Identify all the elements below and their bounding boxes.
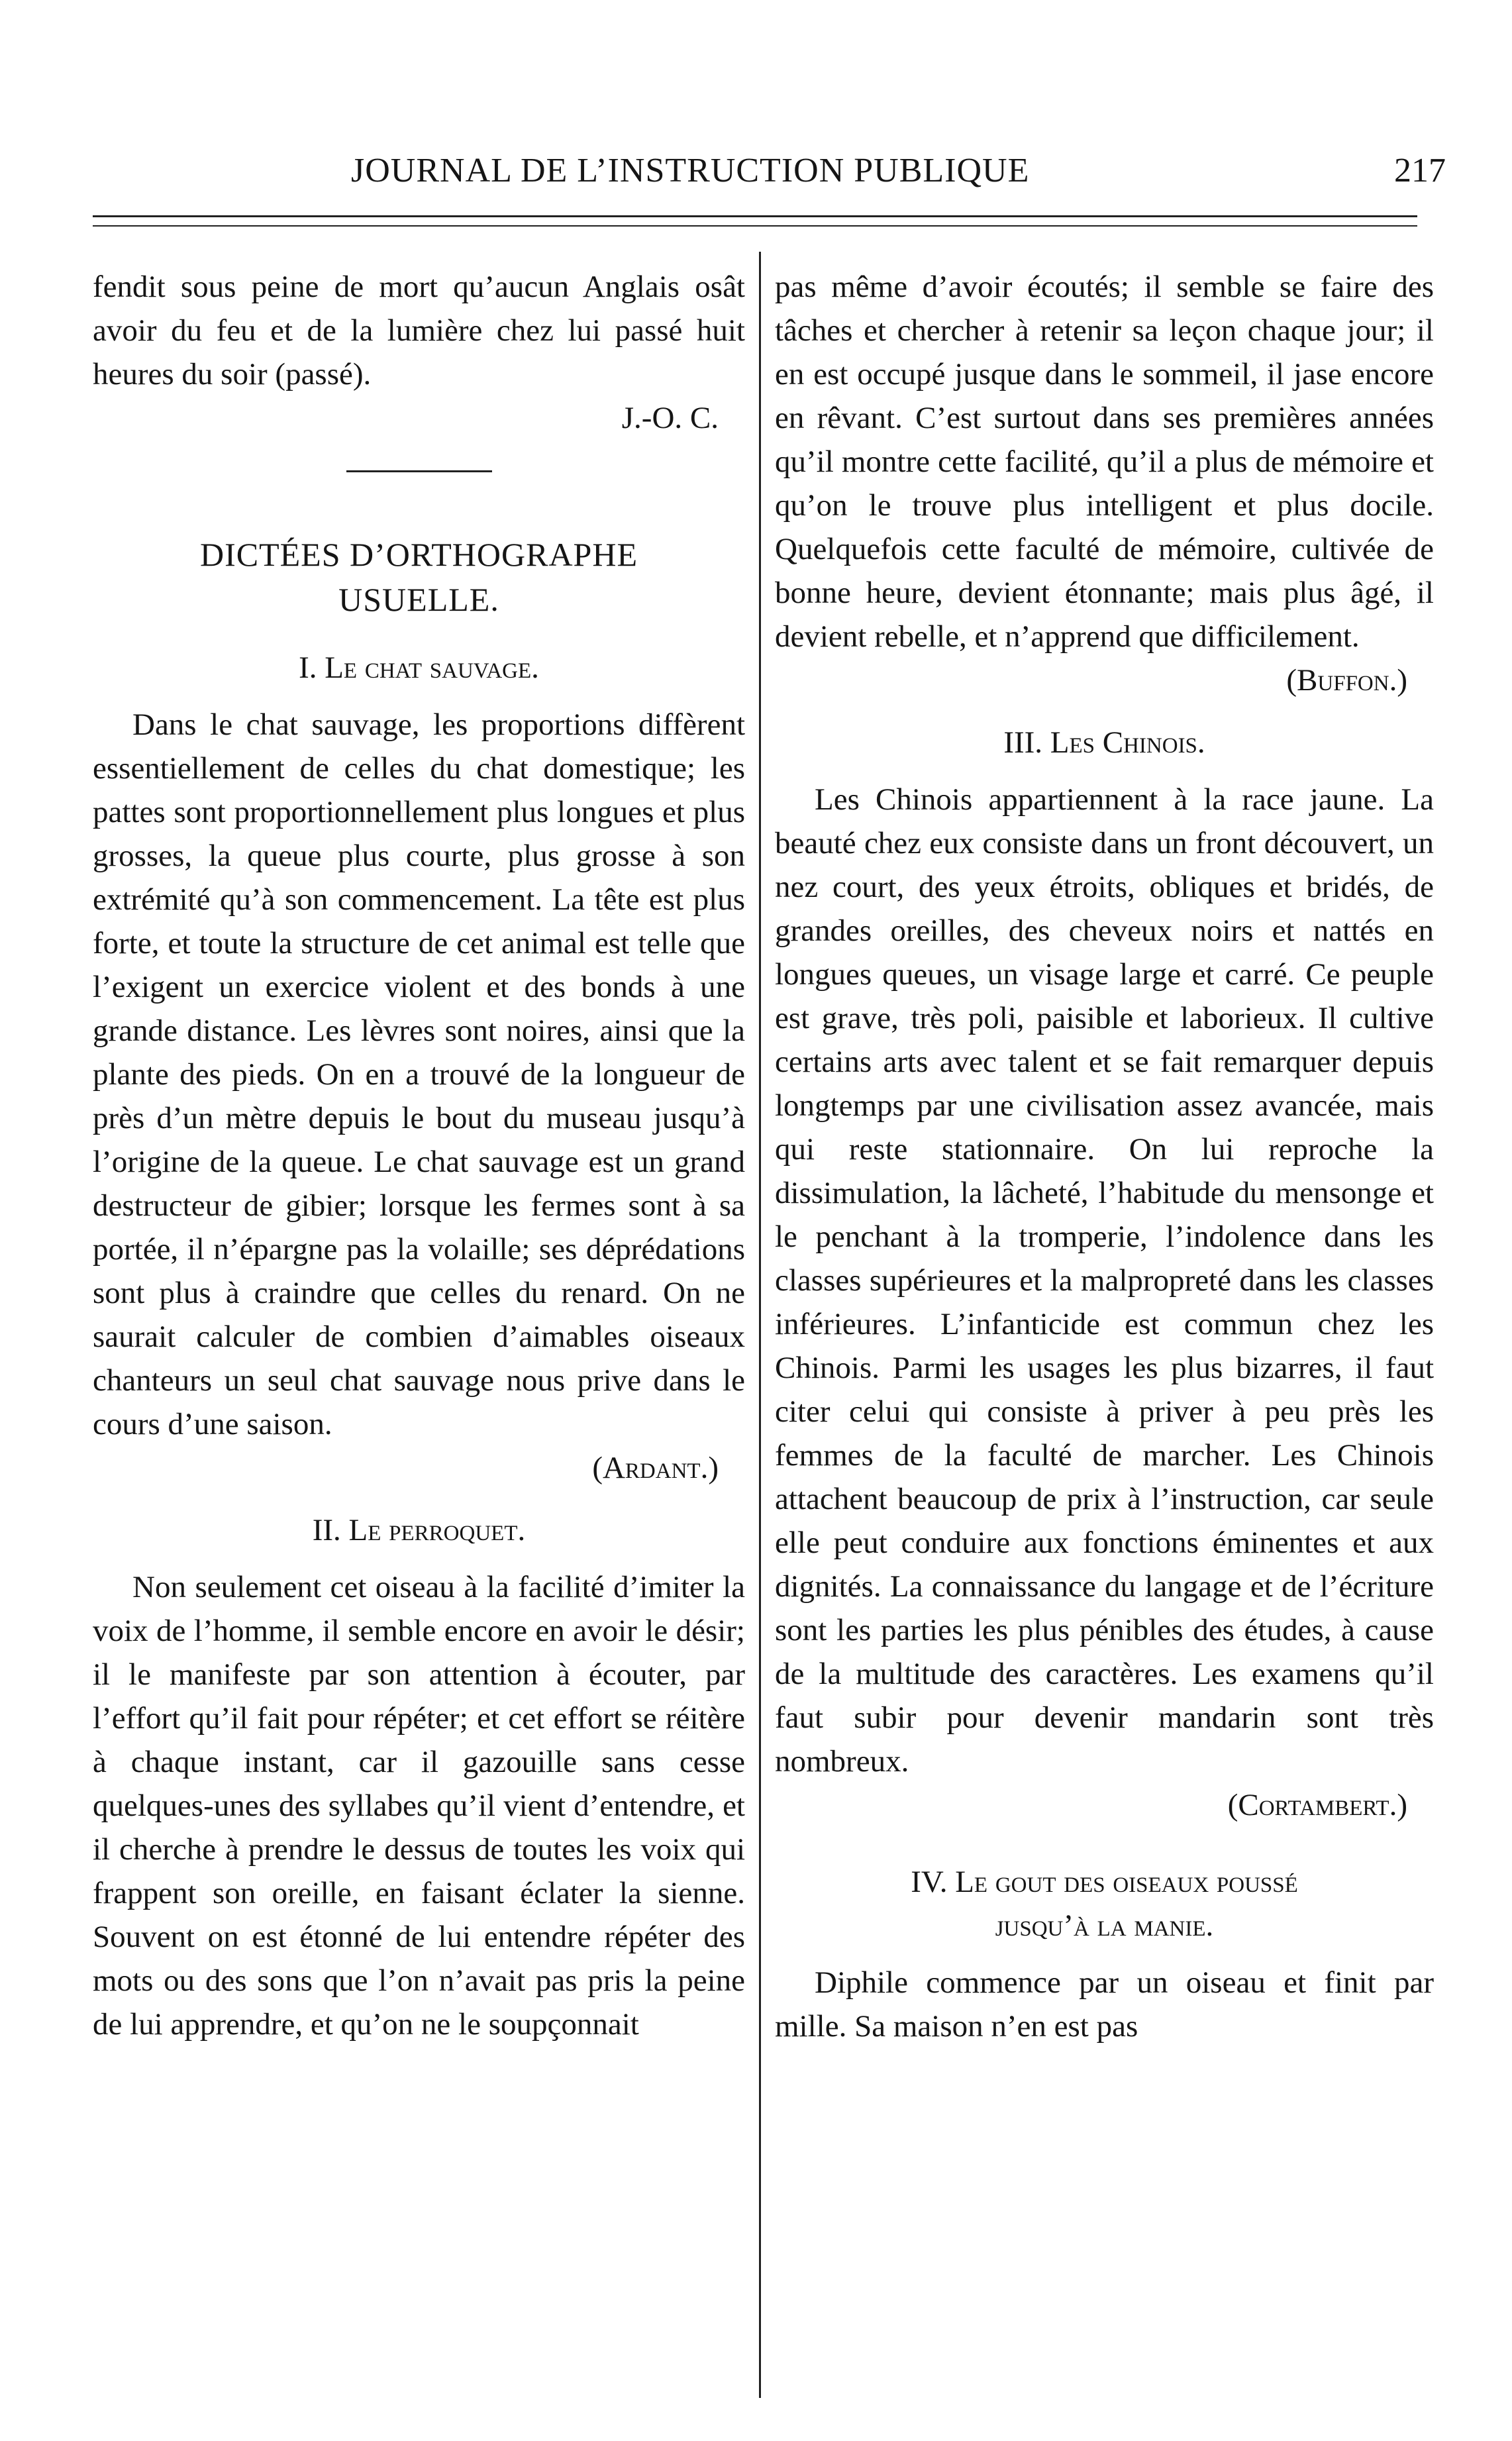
running-title: JOURNAL DE L’INSTRUCTION PUBLIQUE xyxy=(351,152,1030,189)
dictee3-text: Les Chinois appartiennent à la race jaune. La beauté chez eux consiste dans un front découvert, un nez court, des yeux étroits, obliques et bridés, de grandes oreilles, des cheveux noirs et nattés en longues queues, un visage large et carré. Ce peuple est grave, très poli, paisible et laborieux. Il cultive certains arts avec talent et se fait remarquer depuis longtemps par une civilisation assez avancée, mais qui reste stationnaire. On lui reproche la dissimulation, la lâcheté, l’habitude du mensonge et le penchant à la tromperie, l’indolence dans les classes supérieures et la malpropreté dans les classes inférieures. L’infanticide est commun chez les Chinois. Parmi les usages les plus bizarres, il faut citer celui qui consiste à priver à peu près les femmes de la faculté de marcher. Les Chinois attachent beaucoup de prix à l’instruction, car seule elle peut conduire aux fonctions éminentes et aux dignités. La connaissance du langage et de l’écriture sont les parties les plus pénibles des études, à cause de la multitude des caractères. Les examens qu’il faut subir pour devenir mandarin sont très nombreux. xyxy=(775,782,1434,1779)
dictee1-author: (Ardant.) xyxy=(592,1451,719,1485)
dictee4-title-line1: IV. Le gout des oiseaux poussé xyxy=(911,1865,1298,1899)
left-column xyxy=(93,265,745,2046)
right-column xyxy=(775,265,1434,2048)
page-number: 217 xyxy=(1394,152,1446,189)
dictee4-text: Diphile commence par un oiseau et finit par mille. Sa maison n’en est pas xyxy=(775,1965,1434,2044)
section-title xyxy=(93,532,745,622)
column-divider xyxy=(759,252,761,2398)
intro-signature: J.-O. C. xyxy=(621,401,719,435)
section-separator xyxy=(346,470,492,472)
dictee2-text: Non seulement cet oiseau à la facilité d’imiter la voix de l’homme, il semble encore en avoir le désir; il le manifeste par son attention à écouter, par l’effort qu’il fait pour répéter; et cet effort se réitère à chaque instant, car il gazouille sans cesse quelques-unes des syllabes qu’il vient d’entendre, et il cherche à prendre le dessus de toutes les voix qui frappent son oreille, en faisant éclater la sienne. Souvent on est étonné de lui entendre répéter des mots ou des sons que l’on n’avait pas pris la peine de lui apprendre, et qu’on ne le soupçonnait xyxy=(93,1570,745,2042)
dictee1-title: I. Le chat sauvage. xyxy=(299,650,539,685)
dictee4-title xyxy=(775,1860,1434,1948)
page-header xyxy=(0,151,1512,211)
dictee1-text: Dans le chat sauvage, les proportions diffèrent essentiellement de celles du chat domestique; les pattes sont proportionnellement plus longues et plus grosses, la queue plus courte, plus grosse à son extrémité qu’à son commencement. La tête est plus forte, et toute la structure de cet animal est telle que l’exigent un exercice violent et des bonds à une grande distance. Les lèvres sont noires, ainsi que la plante des pieds. On en a trouvé de la longueur de près d’un mètre depuis le bout du museau jusqu’à l’origine de la queue. Le chat sauvage est un grand destructeur de gibier; lorsque les fermes sont à sa portée, il n’épargne pas la volaille; ses déprédations sont plus à craindre que celles du renard. On ne saurait calculer de combien d’aimables oiseaux chanteurs un seul chat sauvage nous prive dans le cours d’une saison. xyxy=(93,707,745,1441)
dictee2-continued: pas même d’avoir écoutés; il semble se faire des tâches et chercher à retenir sa leçon chaque jour; il en est occupé jusque dans le sommeil, il jase encore en rêvant. C’est surtout dans ses premières années qu’il montre cette facilité, qu’il a plus de mémoire et qu’on le trouve plus intelligent et plus docile. Quelquefois cette faculté de mémoire, cultivée de bonne heure, devient étonnante; mais plus âgé, il devient rebelle, et n’apprend que difficilement. xyxy=(775,270,1434,654)
dictee3-author: (Cortambert.) xyxy=(1227,1788,1407,1822)
dictee2-title: II. Le perroquet. xyxy=(312,1513,526,1547)
header-rule xyxy=(93,215,1417,217)
dictee4-title-line2: jusqu’à la manie. xyxy=(995,1908,1214,1943)
intro-paragraph: fendit sous peine de mort qu’aucun Anglais osât avoir du feu et de la lumière chez lui passé huit heures du soir (passé). xyxy=(93,270,745,391)
dictee3-title: III. Les Chinois. xyxy=(1003,725,1205,760)
header-rule-secondary xyxy=(93,225,1417,227)
section-title-line1: DICTÉES D’ORTHOGRAPHE xyxy=(199,536,638,573)
section-title-line2: USUELLE. xyxy=(338,581,499,618)
dictee2-author: (Buffon.) xyxy=(1286,663,1407,698)
